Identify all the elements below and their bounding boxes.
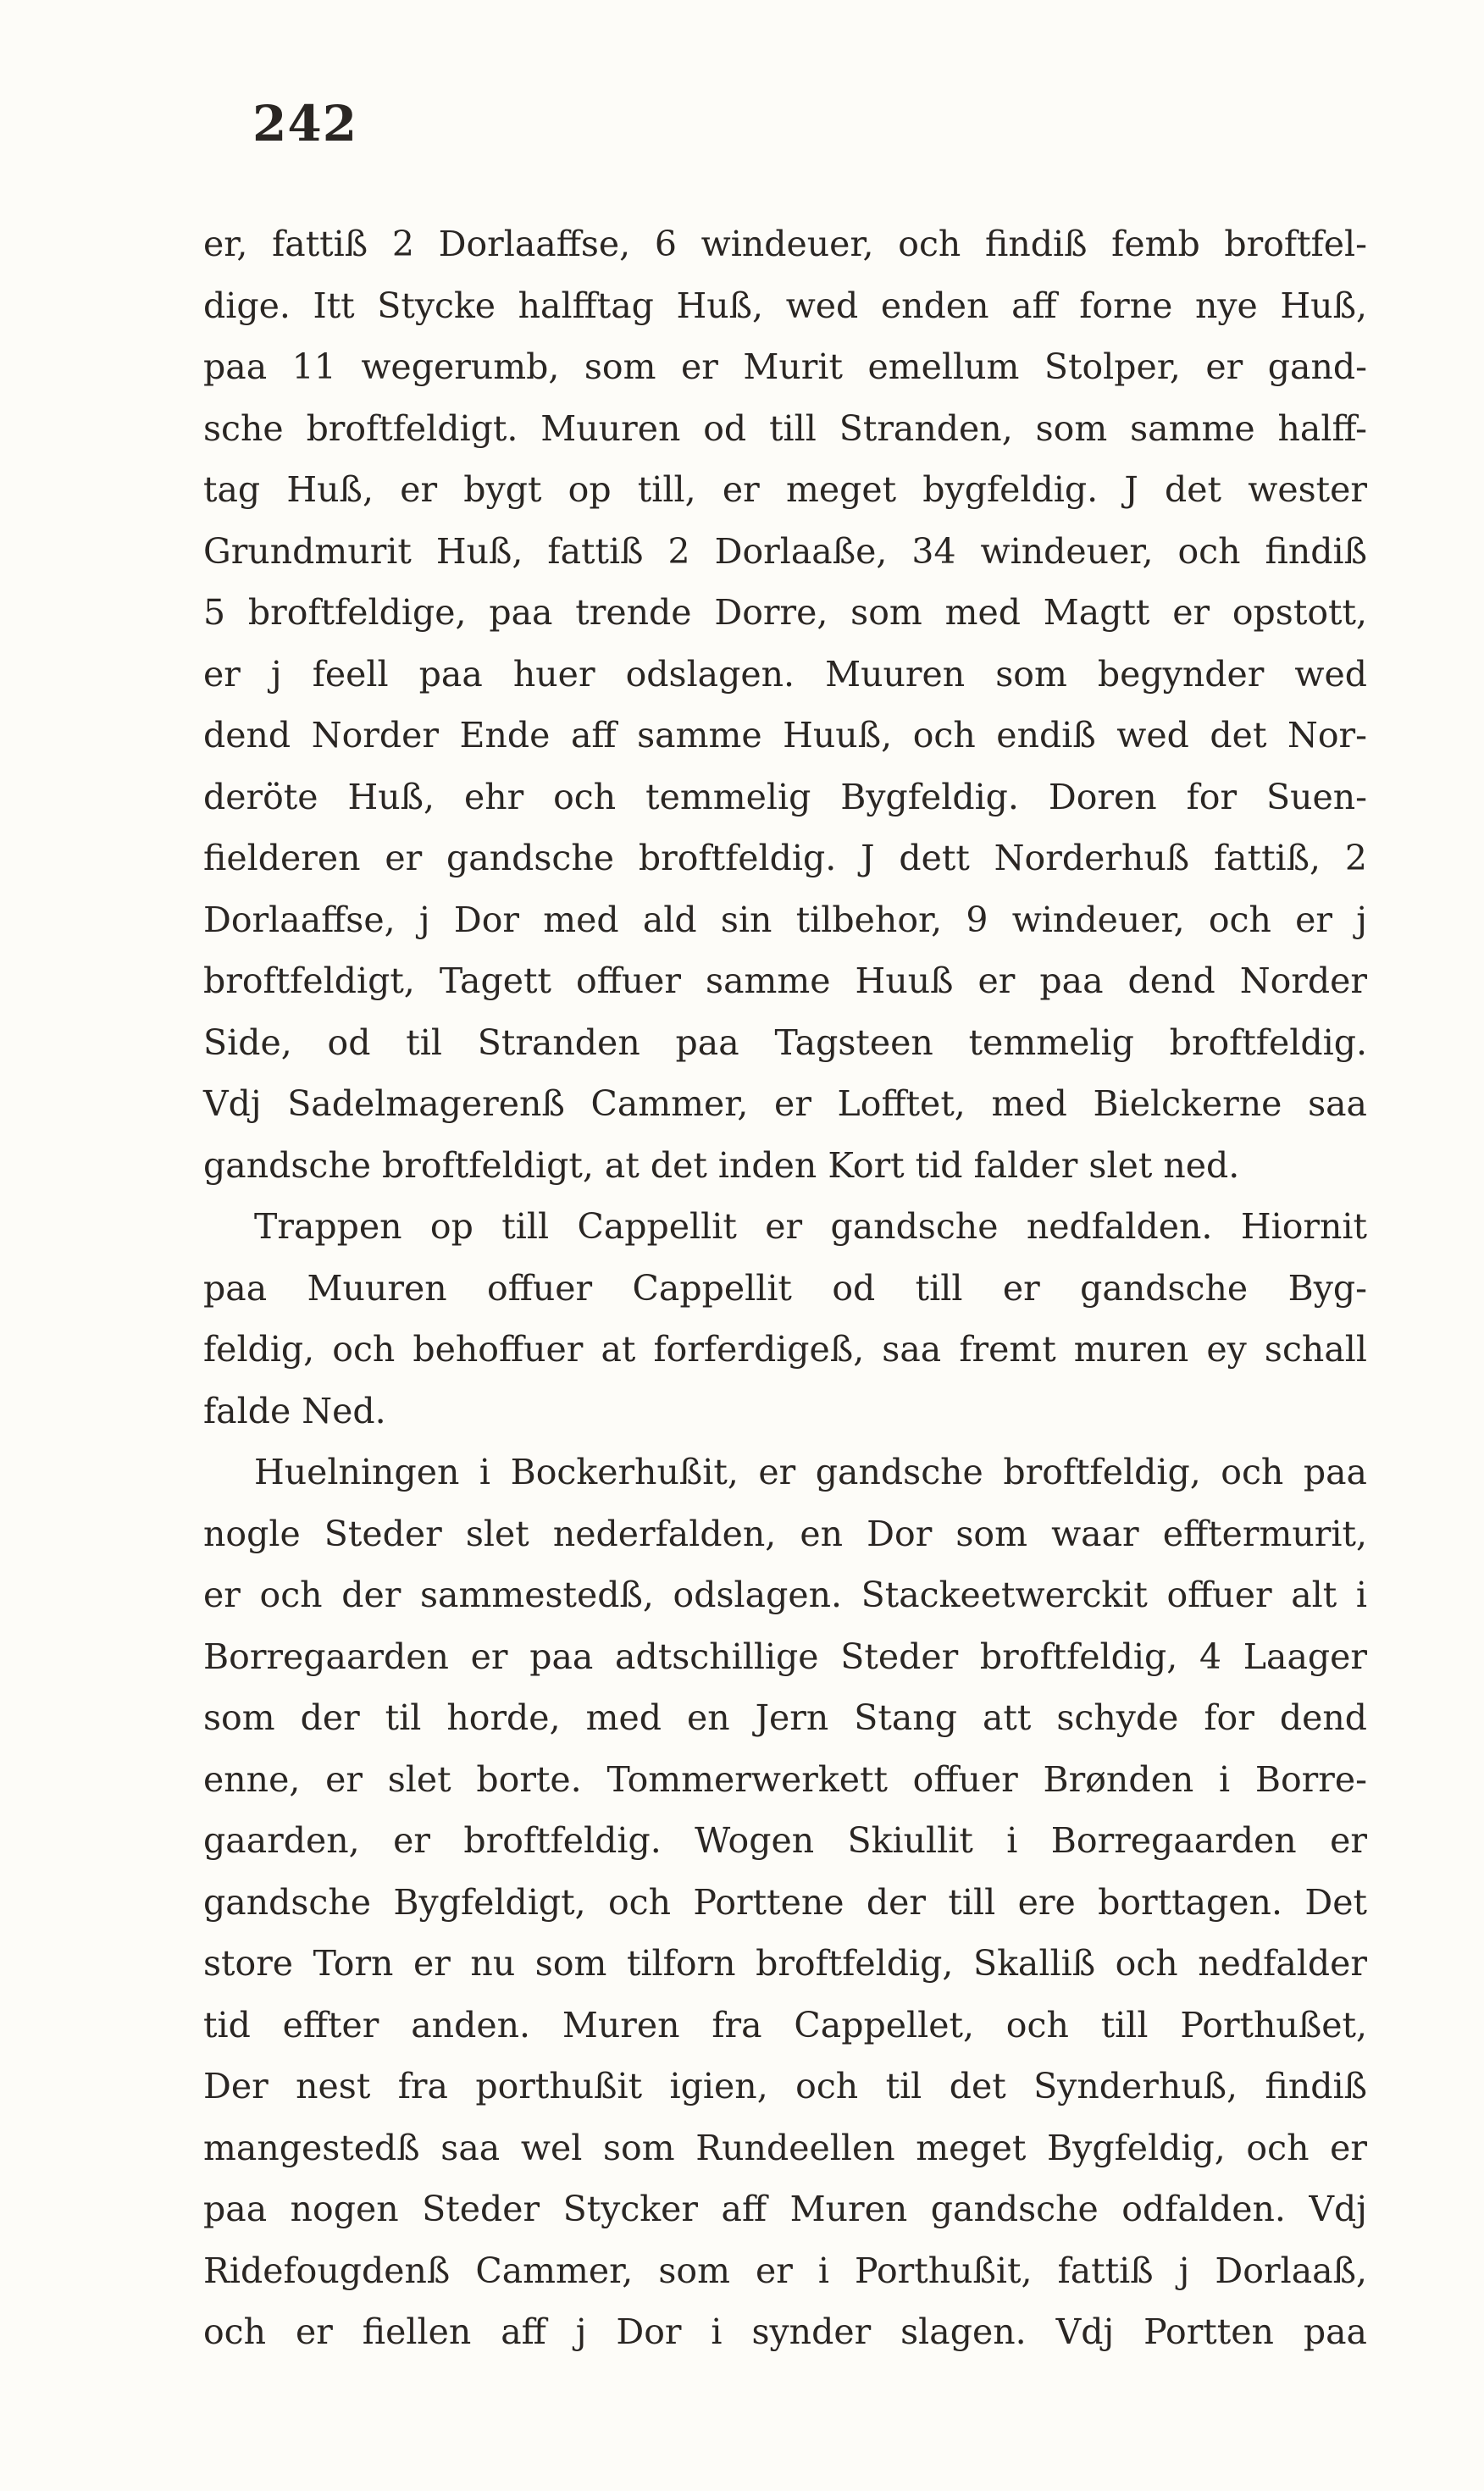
text-line: som der til horde, med en Jern Stang att schyde for dend [203,1697,1367,1738]
text-line: Dorlaaffse, j Dor med ald sin tilbehor, 9 windeuer, och er j [203,899,1367,940]
text-line: fielderen er gandsche broftfeldig. J dett Norderhuß fattiß, 2 [203,838,1367,878]
page-number: 242 [252,95,358,152]
text-line: paa nogen Steder Stycker aff Muren gandsche odfalden. Vdj [203,2189,1367,2229]
text-line: er och der sammestedß, odslagen. Stackeetwerckit offuer alt i [203,1575,1367,1615]
text-line: gandsche broftfeldigt, at det inden Kort tid falder slet ned. [203,1144,1240,1186]
text-line: er, fattiß 2 Dorlaaffse, 6 windeuer, och findiß femb broftfel- [203,224,1367,264]
text-line: tag Huß, er bygt op till, er meget bygfeldig. J det wester [203,469,1367,510]
text-line: sche broftfeldigt. Muuren od till Stranden, som samme halff- [203,407,1367,449]
text-line: paa 11 wegerumb, som er Murit emellum Stolper, er gand- [203,346,1367,387]
text-line: Ridefougdenß Cammer, som er i Porthußit, fattiß j Dorlaaß, [203,2250,1367,2291]
text-line: deröte Huß, ehr och temmelig Bygfeldig. Doren for Suen- [203,776,1367,817]
text-line: Side, od til Stranden paa Tagsteen temmelig broftfeldig. [203,1021,1367,1063]
text-line: Huelningen i Bockerhußit, er gandsche broftfeldig, och paa [254,1452,1367,1492]
text-line: och er fiellen aff j Dor i synder slagen. Vdj Portten paa [203,2311,1367,2352]
text-line: enne, er slet borte. Tommerwerkett offuer Brønden i Borre- [203,1758,1367,1800]
text-line: er j feell paa huer odslagen. Muuren som begynder wed [203,653,1367,695]
text-line: paa Muuren offuer Cappellit od till er gandsche Byg- [203,1267,1367,1309]
text-line: gaarden, er broftfeldig. Wogen Skiullit i Borregaarden er [203,1820,1367,1861]
text-line: 5 broftfeldige, paa trende Dorre, som med Magtt er opstott, [203,592,1367,633]
text-line: Der nest fra porthußit igien, och til det Synderhuß, findiß [203,2066,1367,2106]
text-line: Trappen op till Cappellit er gandsche nedfalden. Hiornit [254,1206,1367,1247]
text-line: dend Norder Ende aff samme Huuß, och endiß wed det Nor- [203,715,1367,756]
text-line: Grundmurit Huß, fattiß 2 Dorlaaße, 34 windeuer, och findiß [203,530,1367,572]
text-line: dige. Itt Stycke halfftag Huß, wed enden aff forne nye Huß, [203,285,1367,326]
text-line: Borregaarden er paa adtschillige Steder broftfeldig, 4 Laager [203,1636,1367,1677]
text-line: broftfeldigt, Tagett offuer samme Huuß er paa dend Norder [203,960,1367,1001]
text-line: feldig, och behoffuer at forferdigeß, saa fremt muren ey schall [203,1329,1367,1370]
text-line: falde Ned. [203,1390,386,1431]
text-line: nogle Steder slet nederfalden, en Dor som waar efftermurit, [203,1513,1367,1554]
text-line: Vdj Sadelmagerenß Cammer, er Lofftet, med Bielckerne saa [203,1083,1367,1124]
page-body [203,213,1367,2363]
text-line: gandsche Bygfeldigt, och Porttene der till ere borttagen. Det [203,1881,1367,1923]
text-line: store Torn er nu som tilforn broftfeldig, Skalliß och nedfalder [203,1943,1367,1984]
text-line: tid effter anden. Muren fra Cappellet, och till Porthußet, [203,2004,1367,2045]
text-line: mangestedß saa wel som Rundeellen meget Bygfeldig, och er [203,2127,1367,2168]
